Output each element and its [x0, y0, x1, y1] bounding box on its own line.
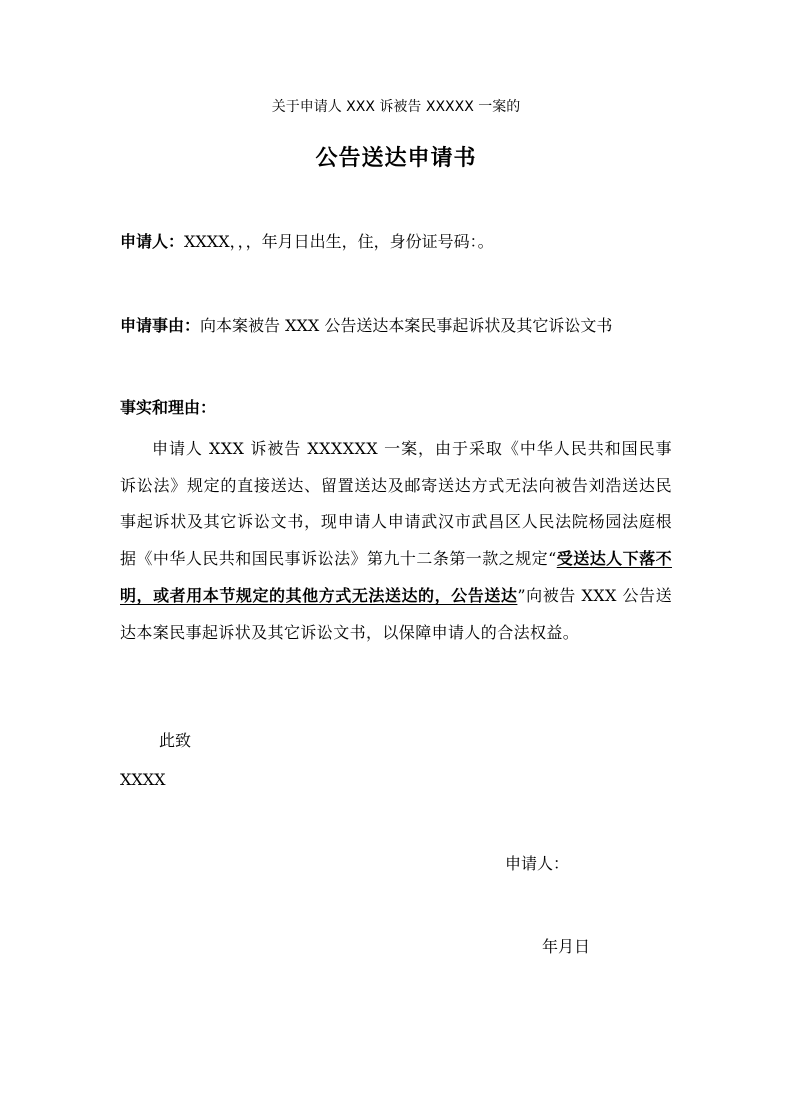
- applicant-label: 申请人：: [120, 232, 185, 251]
- closing-salutation: 此致: [159, 731, 192, 750]
- applicant-value: XXXX，，，年月日出生，住，身份证号码：。: [184, 232, 494, 251]
- matter-label: 申请事由：: [120, 316, 201, 335]
- matter-value: 向本案被告 XXX 公告送达本案民事起诉状及其它诉讼文书: [200, 316, 613, 335]
- facts-label: 事实和理由：: [120, 398, 217, 417]
- date-label: 年月日: [542, 937, 591, 956]
- facts-body-part1: 申请人 XXX 诉被告 XXXXXX 一案，由于采取《中华人民共和国民事诉讼法》规定的直接送达、留置送达及邮寄送达方式无法向被告刘浩送达民事起诉状及其它诉讼文书，现申请人申请武汉市武昌区人民法院杨园法庭根据《中华人民共和国民事诉讼法》第九十二条第一款之规定“: [120, 439, 672, 569]
- closing-addressee: XXXX: [120, 770, 166, 789]
- applicant-line: [120, 230, 672, 254]
- matter-line: [120, 314, 672, 338]
- quoted-law-text: 受送达人下落不明，或者用本节规定的其他方式无法送达的，公告送达: [120, 549, 672, 605]
- facts-paragraph: [120, 431, 672, 651]
- facts-body-part2: ”向被告 XXX 公告送达本案民事起诉状及其它诉讼文书，以保障申请人的合法权益。: [120, 585, 672, 642]
- facts-heading: [120, 396, 672, 420]
- document-subtitle: 关于申请人 XXX 诉被告 XXXXX 一案的: [271, 99, 521, 115]
- document-title: 公告送达申请书: [315, 146, 477, 171]
- signer-label: 申请人：: [505, 854, 570, 873]
